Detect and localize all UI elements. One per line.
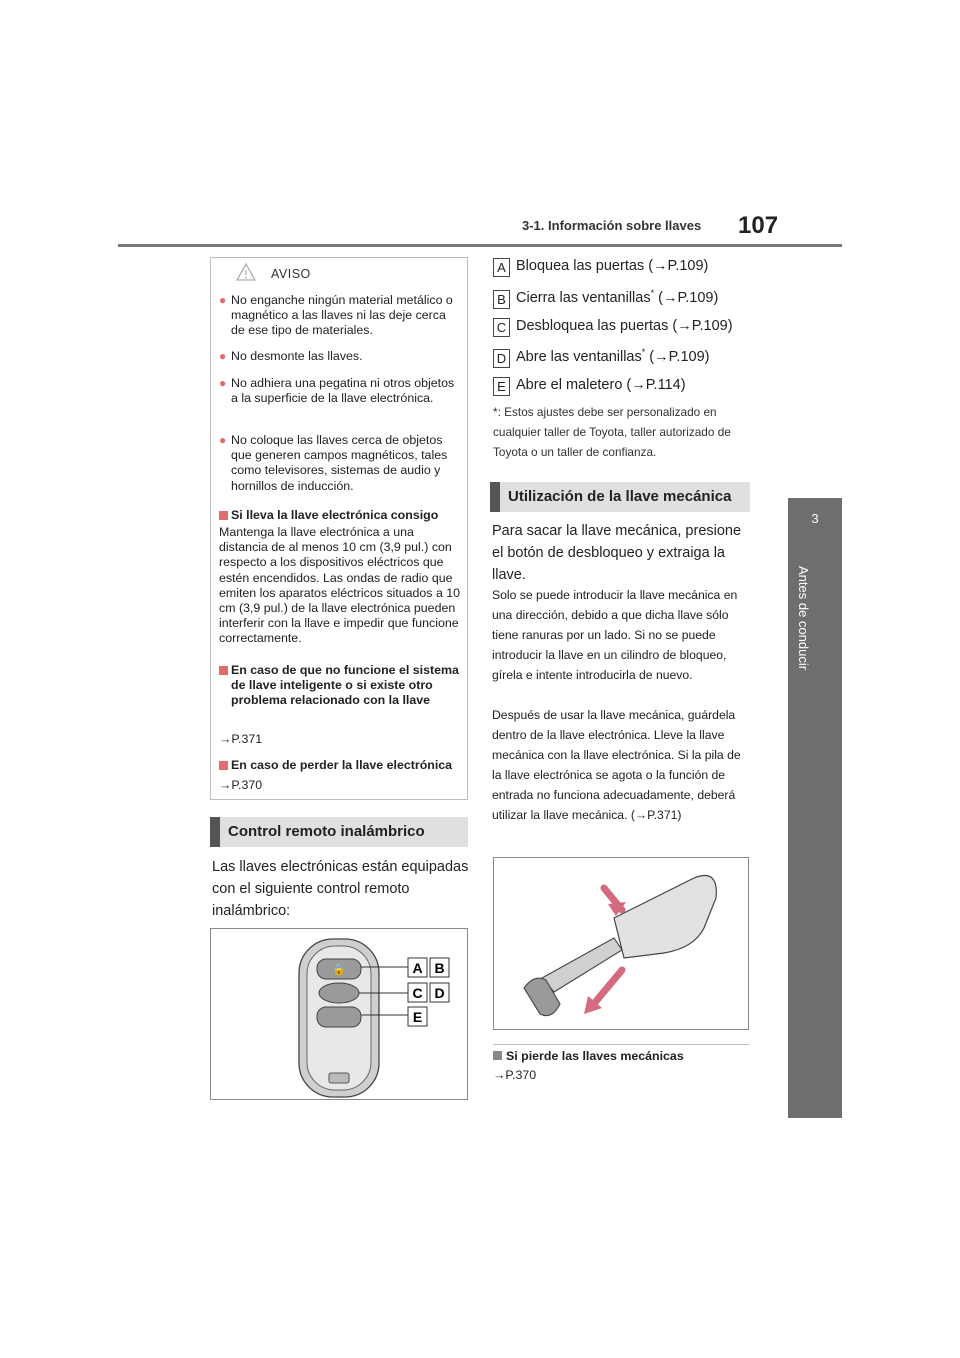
square-bullet-icon [219,666,228,675]
square-bullet-icon [219,511,228,520]
warning-item: ● No desmonte las llaves. [219,349,363,363]
chapter-tab [788,498,842,558]
callout-e: E [412,1009,423,1025]
square-bullet-icon [493,1051,502,1060]
chapter-label: Antes de conducir [796,566,811,671]
remote-intro: Las llaves electrónicas están equipadas con el siguiente control remoto inalámbrico: [212,859,469,919]
footnote: *: Estos ajustes debe ser personalizado en cualquier taller de Toyota, taller autorizado de Toyota o un taller de confianza. [493,405,731,459]
page-number: 107 [738,212,779,239]
warning-item: ● No coloque las llaves cerca de objetos que generen campos magnéticos, tales como televisores, sistemas de audio y hornillos de inducción. [219,433,448,493]
section-title: 3-1. Información sobre llaves [522,218,702,233]
section-heading-remote: Control remoto inalámbrico [210,817,468,847]
bullet-icon: ● [219,293,227,307]
legend-item-c: C Desbloquea las puertas (→P.109) [493,318,733,338]
subheading: Si lleva la llave electrónica consigo [219,508,464,523]
mechanical-key-note-2: Después de usar la llave mecánica, guárdela dentro de la llave electrónica. Lleve la llave mecánica con la llave electrónica. Si la pila de la llave electrónica se agota o la función de entrada no funciona adecuadamente, deberá utilizar la llave mecánica. (→P.371) [492,708,741,822]
subheading-body: Mantenga la llave electrónica a una distancia de al menos 10 cm (3,9 pul.) con respecto a los dispositivos eléctricos que estén encendidos. Las ondas de radio que emiten los aparatos eléctricos situados a 10 cm (3,9 pul.) de la llave electrónica pueden interferir con la llave e impedir que funcione correctamente. [219,525,461,646]
callout-a: A [412,960,423,976]
subheading-lost-keys: Si pierde las llaves mecánicas [493,1049,684,1063]
warning-icon [235,262,257,282]
warning-box [210,257,468,800]
square-bullet-icon [219,761,228,770]
callout-c: C [412,985,423,1001]
callout-d: D [434,985,445,1001]
callout-labels [408,958,449,1026]
warning-item: ● No adhiera una pegatina ni otros objetos a la superficie de la llave electrónica. [219,376,455,406]
bullet-icon: ● [219,376,227,390]
header-rule [118,244,842,247]
subheading: En caso de perder la llave electrónica [219,758,464,773]
legend-item-e: E Abre el maletero (→P.114) [493,377,686,397]
divider [493,1044,749,1045]
page-reference[interactable]: →P.371 [219,732,263,746]
page-reference[interactable]: →P.370 [219,778,263,792]
warning-item: ● No enganche ningún material metálico o magnético a las llaves ni las deje cerca de ese tipo de materiales. [219,293,453,338]
callout-b: B [434,960,445,976]
mechanical-key-intro: Para sacar la llave mecánica, presione el botón de desbloqueo y extraiga la llave. [492,523,742,583]
legend-item-b: B Cierra las ventanillas* (→P.109) [493,288,718,308]
warning-title: AVISO [271,267,311,281]
legend-item-a: A Bloquea las puertas (→P.109) [493,258,708,278]
svg-text:🔒: 🔒 [332,964,346,976]
mechanical-key-illustration [494,858,748,1029]
page-reference[interactable]: →P.370 [493,1068,537,1082]
remote-key-figure [210,928,468,1100]
bullet-icon: ● [219,349,227,363]
mechanical-key-note-1: Solo se puede introducir la llave mecánica en una dirección, debido a que dicha llave sólo tiene ranuras por un lado. Si no se puede introducir la llave en un cilindro de bloqueo, gírela e intente introducirla de nuevo. [492,588,738,682]
bullet-icon: ● [219,433,227,447]
mechanical-key-figure [493,857,749,1030]
legend-item-d: D Abre las ventanillas* (→P.109) [493,347,709,367]
remote-key-illustration [211,929,467,1099]
section-heading-mechanical-key: Utilización de la llave mecánica [490,482,750,512]
warning-header [211,258,467,288]
subheading: En caso de que no funcione el sistema de llave inteligente o si existe otro problema relacionado con la llave [219,663,464,709]
chapter-number: 3 [811,511,819,526]
